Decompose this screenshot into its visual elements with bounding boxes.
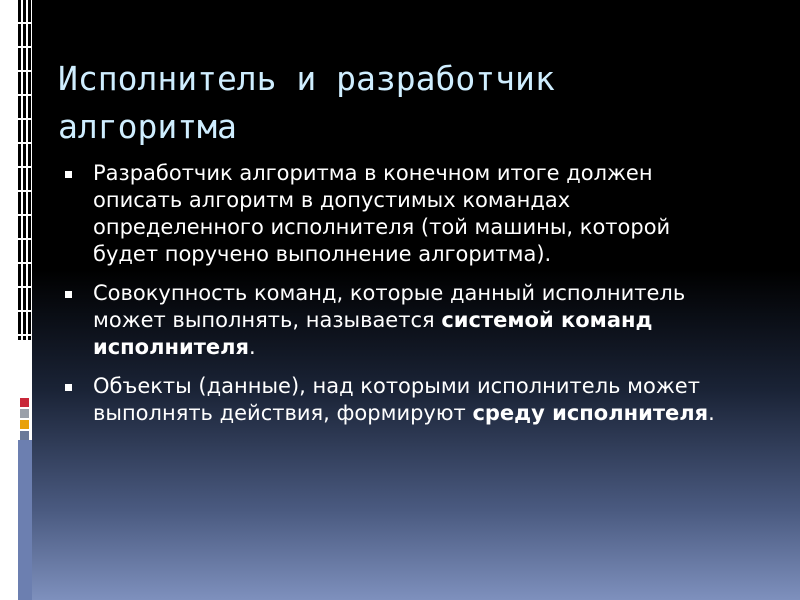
bullet-text: Разработчик алгоритма в конечном итоге должен описать алгоритм в допустимых командах определенного исполнителя (той машины, которой будет поручено выполнение алгоритма). <box>93 161 671 266</box>
bullet-text-tail: . <box>248 335 256 359</box>
bullet-text-tail: . <box>708 401 715 425</box>
bullet-square-icon <box>65 171 72 178</box>
bullet-item <box>60 280 720 361</box>
bullet-text: Объекты (данные), над которыми исполнитель может выполнять действия, формируют <box>93 374 700 425</box>
bullet-square-icon <box>65 384 72 391</box>
bullet-bold-text: системой команд исполнителя <box>93 308 653 359</box>
decorative-square-blue <box>20 431 29 440</box>
decorative-square-red <box>20 398 29 407</box>
bullet-text: Совокупность команд, которые данный исполнитель может выполнять, называется <box>93 281 686 332</box>
bullet-square-icon <box>65 291 72 298</box>
bullet-bold-text: среду исполнителя <box>472 401 709 425</box>
slide-title: Исполнитель и разработчик алгоритма <box>58 59 555 146</box>
decorative-grid-pattern <box>18 0 32 340</box>
bullet-item <box>60 160 720 268</box>
bullet-list <box>60 160 720 439</box>
decorative-square-gray <box>20 409 29 418</box>
decorative-side-strip <box>0 0 32 600</box>
decorative-square-orange <box>20 420 29 429</box>
decorative-bar <box>18 440 32 600</box>
bullet-item <box>60 373 720 427</box>
